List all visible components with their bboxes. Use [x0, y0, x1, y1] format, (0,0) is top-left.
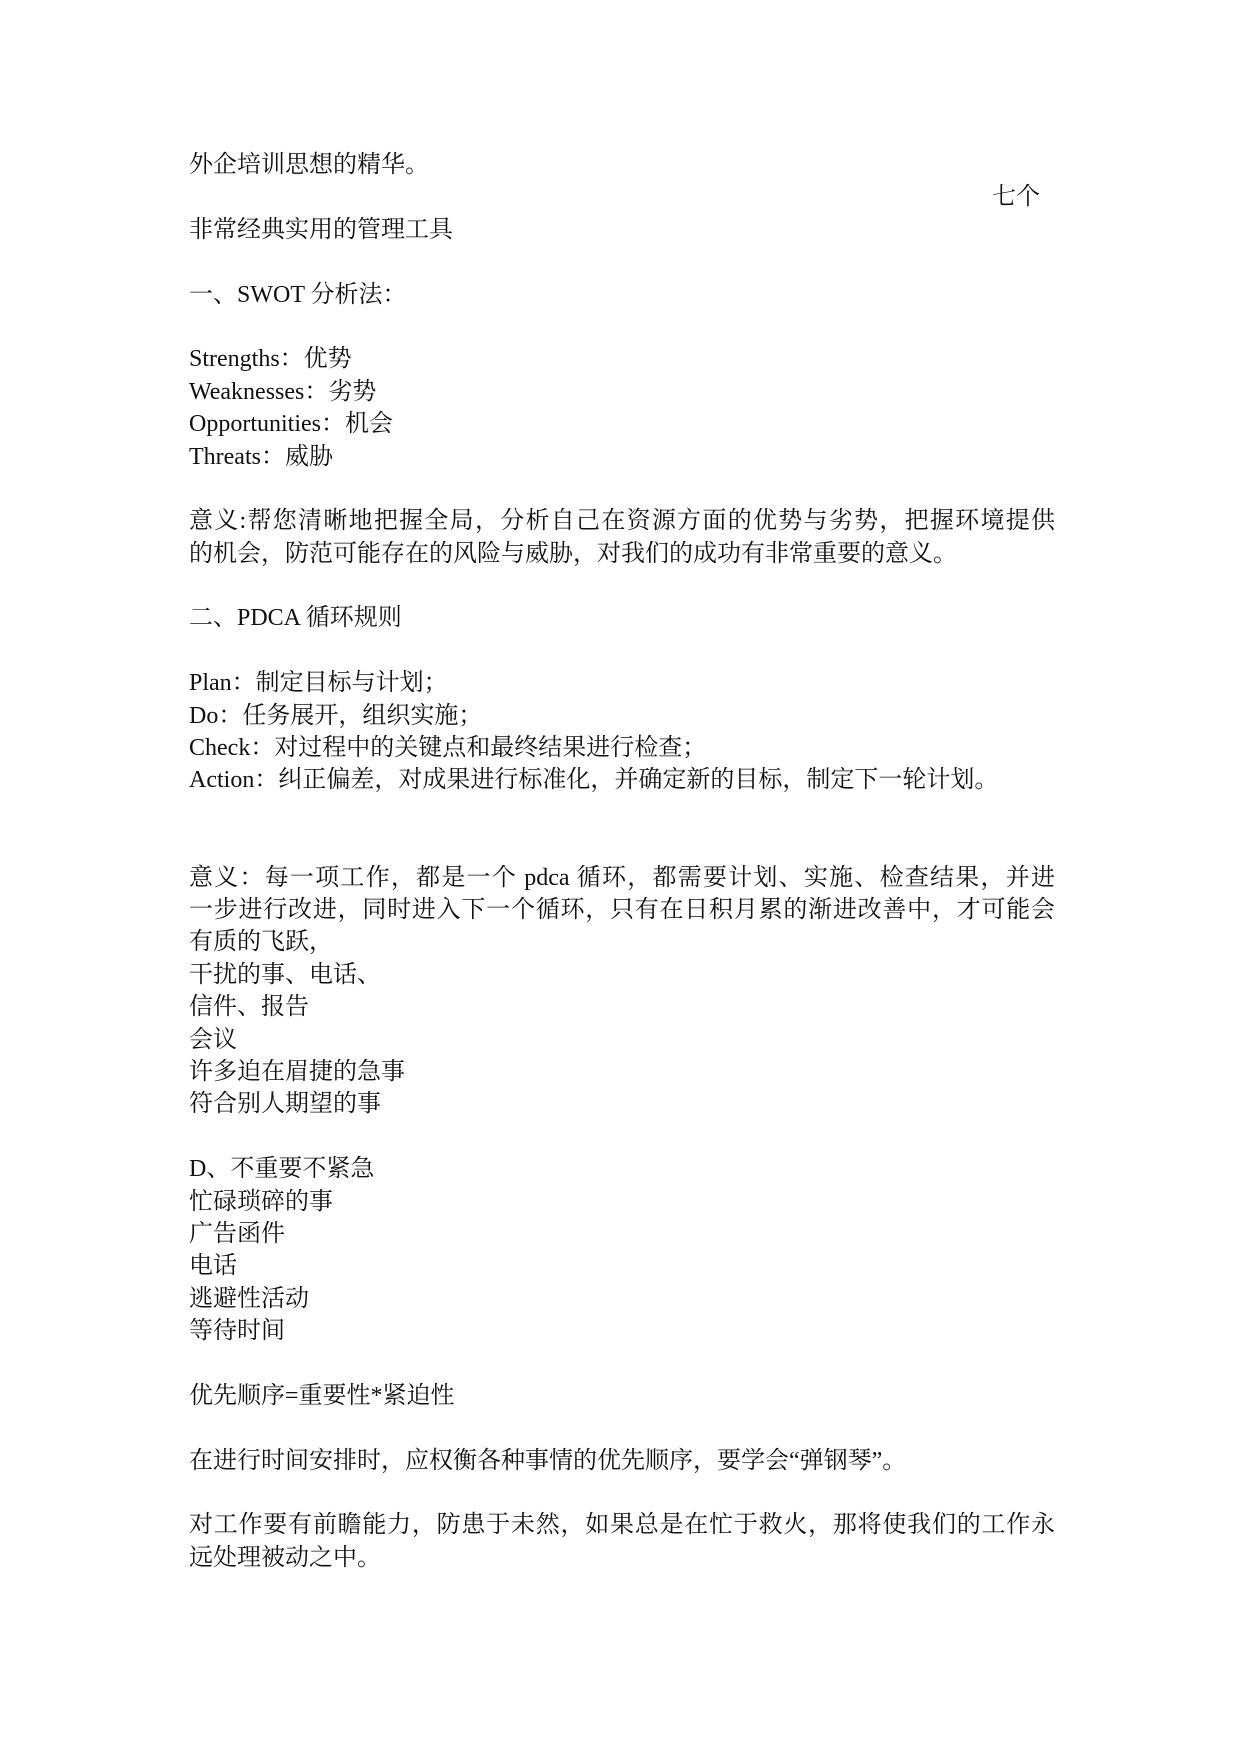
pdca-meaning-line: 意义：每一项工作，都是一个 pdca 循环，都需要计划、实施、检查结果，并进: [189, 864, 1055, 891]
spacer: [189, 311, 1055, 343]
priority-formula: 优先顺序=重要性*紧迫性: [189, 1382, 455, 1409]
pdca-meaning-line: 有质的飞跃，: [189, 929, 333, 956]
scheduling-note: 在进行时间安排时，应权衡各种事情的优先顺序，要学会“弹钢琴”。: [189, 1447, 907, 1474]
pdca-item-action: Action：纠正偏差，对成果进行标准化，并确定新的目标，制定下一轮计划。: [189, 767, 999, 794]
quadrant-d-item: 逃避性活动: [189, 1285, 309, 1312]
swot-meaning-line: 的机会，防范可能存在的风险与威胁，对我们的成功有非常重要的意义。: [189, 540, 957, 567]
quadrant-d-item: 忙碌琐碎的事: [189, 1188, 333, 1215]
spacer: [189, 570, 1055, 602]
pdca-meaning-line: 一步进行改进，同时进入下一个循环，只有在日积月累的渐进改善中，才可能会: [189, 896, 1055, 923]
spacer: [189, 829, 1055, 861]
spacer: [189, 797, 1055, 829]
intro-title-line: 非常经典实用的管理工具: [189, 216, 453, 243]
pdca-item-do: Do：任务展开，组织实施；: [189, 702, 483, 729]
swot-item-strengths: Strengths：优势: [189, 346, 352, 373]
urgent-list-item: 干扰的事、电话、: [189, 961, 381, 988]
spacer: [189, 473, 1055, 505]
document-page: [189, 149, 1055, 1574]
spacer: [189, 1347, 1055, 1379]
urgent-list-item: 会议: [189, 1026, 237, 1053]
urgent-list-item: 符合别人期望的事: [189, 1091, 381, 1118]
spacer: [189, 1412, 1055, 1444]
foresight-line: 对工作要有前瞻能力，防患于未然，如果总是在忙于救火，那将使我们的工作永: [189, 1512, 1055, 1539]
swot-heading: 一、SWOT 分析法：: [189, 281, 407, 308]
pdca-item-plan: Plan：制定目标与计划；: [189, 670, 448, 697]
quadrant-d-heading: D、不重要不紧急: [189, 1156, 375, 1183]
quadrant-d-item: 广告函件: [189, 1220, 285, 1247]
pdca-item-check: Check：对过程中的关键点和最终结果进行检查；: [189, 735, 707, 762]
spacer: [189, 1477, 1055, 1509]
quadrant-d-item: 等待时间: [189, 1318, 285, 1345]
foresight-line: 远处理被动之中。: [189, 1544, 381, 1571]
intro-line: 外企培训思想的精华。: [189, 152, 429, 178]
swot-meaning-line: 意义:帮您清晰地把握全局，分析自己在资源方面的优势与劣势，把握环境提供: [189, 508, 1055, 535]
spacer: [189, 635, 1055, 667]
quadrant-d-item: 电话: [189, 1253, 237, 1280]
spacer: [189, 246, 1055, 278]
spacer: [189, 1121, 1055, 1153]
swot-item-weaknesses: Weaknesses：劣势: [189, 378, 377, 405]
swot-item-opportunities: Opportunities：机会: [189, 411, 393, 438]
pdca-heading: 二、PDCA 循环规则: [189, 605, 402, 632]
urgent-list-item: 信件、报告: [189, 994, 309, 1021]
swot-item-threats: Threats：威胁: [189, 443, 333, 470]
urgent-list-item: 许多迫在眉捷的急事: [189, 1058, 405, 1085]
intro-right-note: 七个: [992, 184, 1040, 211]
